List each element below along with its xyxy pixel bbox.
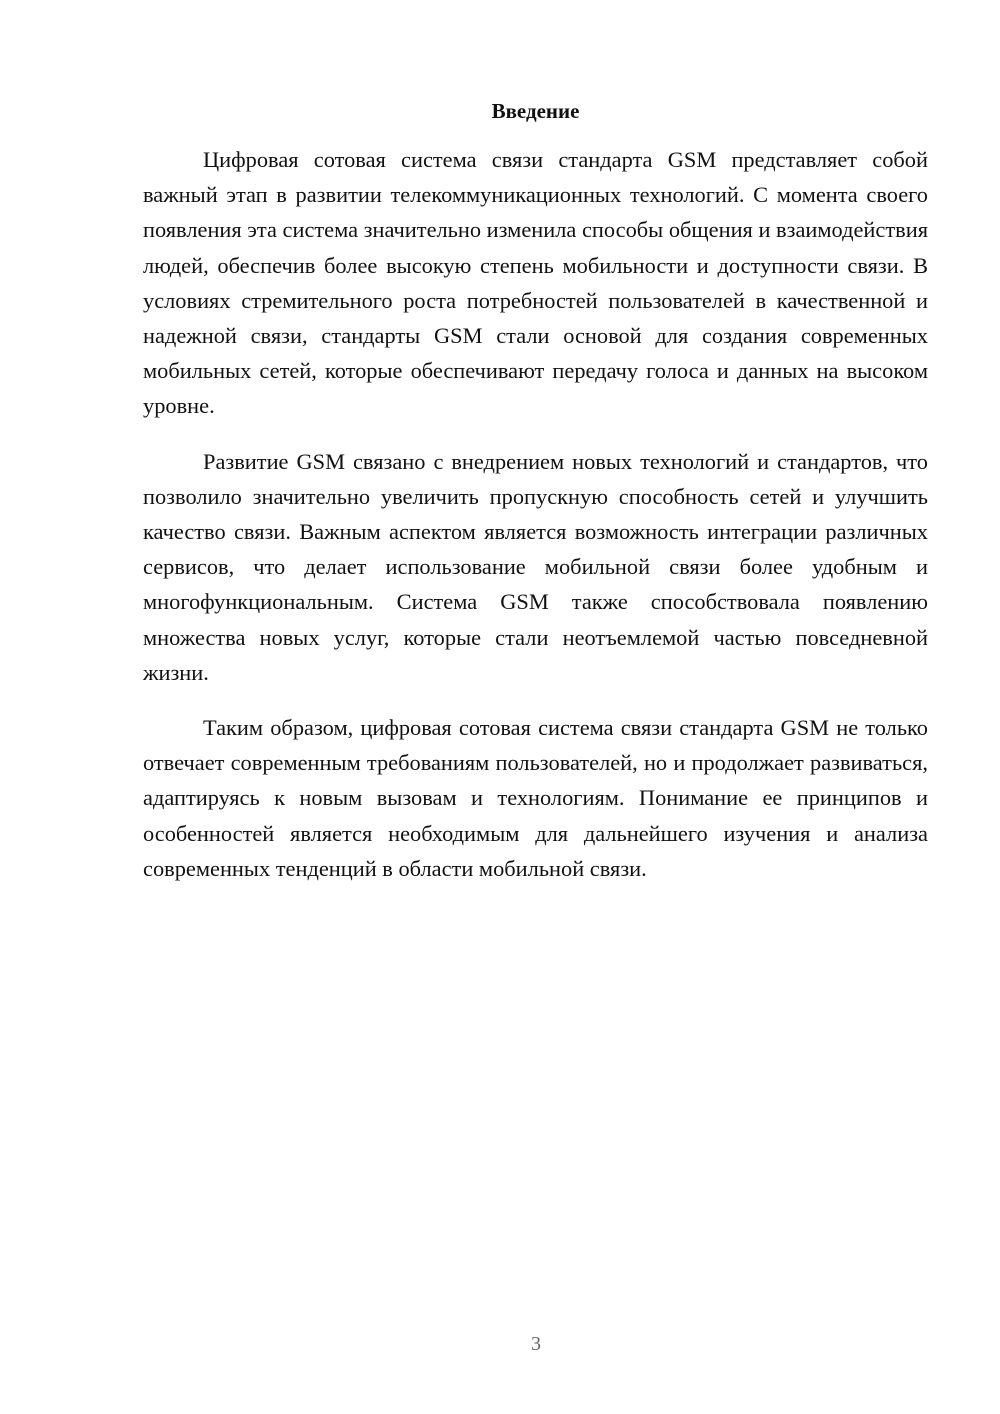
page-content [143,96,928,906]
paragraph-1: Цифровая сотовая система связи стандарта GSM представляет собой важный этап в развитии телекоммуникационных технологий. С момента своего появления эта система значительно изменила способы общения и взаимодействия людей, обеспечив более высокую степень мобильности и доступности связи. В условиях стремительного роста потребностей пользователей в качественной и надежной связи, стандарты GSM стали основой для создания современных мобильных сетей, которые обеспечивают передачу голоса и данных на высоком уровне. [143,147,928,419]
section-heading: Введение [491,99,580,123]
paragraph-2: Развитие GSM связано с внедрением новых технологий и стандартов, что позволило значительно увеличить пропускную способность сетей и улучшить качество связи. Важным аспектом является возможность интеграции различных сервисов, что делает использование мобильной связи более удобным и многофункциональным. Система GSM также способствовала появлению множества новых услуг, которые стали неотъемлемой частью повседневной жизни. [143,448,928,685]
page-number: 3 [531,1333,541,1355]
paragraph-3: Таким образом, цифровая сотовая система связи стандарта GSM не только отвечает современным требованиям пользователей, но и продолжает развиваться, адаптируясь к новым вызовам и технологиям. Понимание ее принципов и особенностей является необходимым для дальнейшего изучения и анализа современных тенденций в области мобильной связи. [143,715,928,881]
